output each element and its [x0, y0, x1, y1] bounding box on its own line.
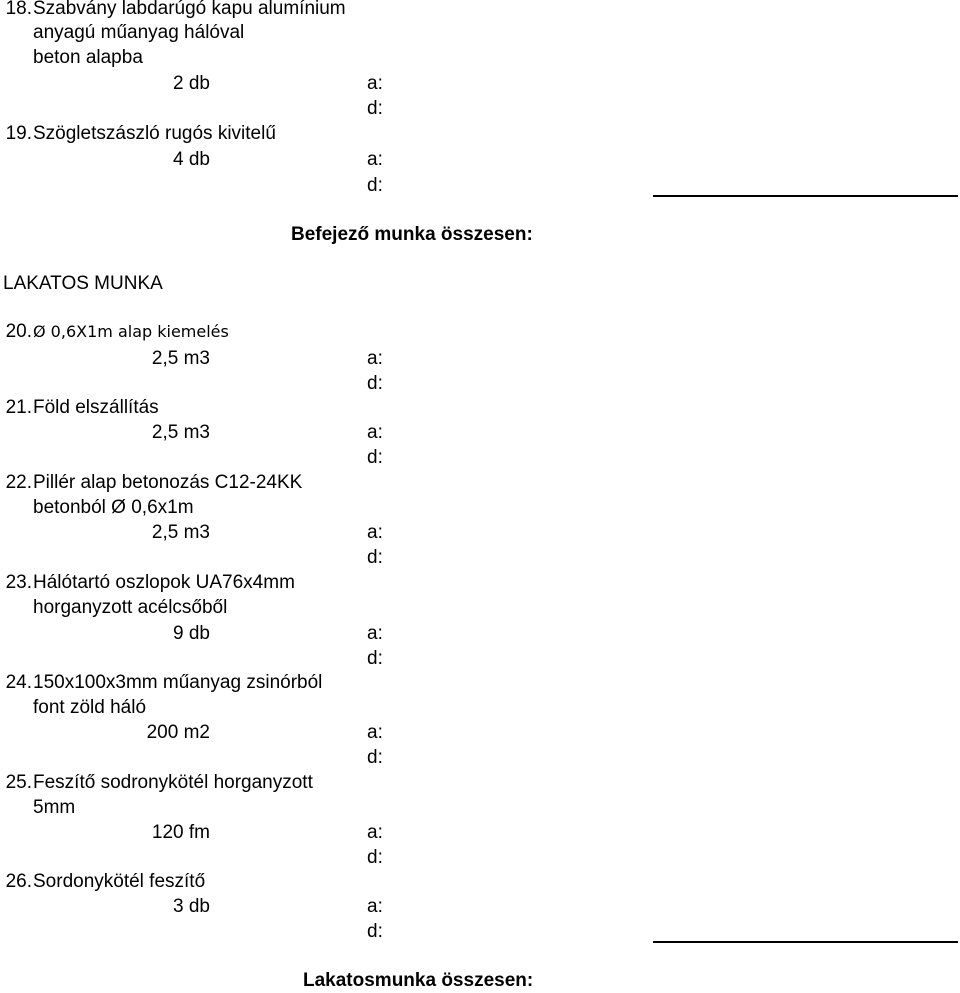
item-description: font zöld háló: [33, 697, 147, 718]
befejezo-total-label: Befejező munka összesen:: [291, 224, 533, 245]
item-description: 150x100x3mm műanyag zsinórból: [33, 672, 323, 693]
label-d: d:: [367, 373, 383, 394]
item-number: 26.: [5, 871, 32, 892]
item-description: 5mm: [33, 797, 76, 818]
item-quantity: 2,5 m3: [151, 422, 210, 443]
label-a: a:: [367, 896, 383, 917]
label-a: a:: [367, 722, 383, 743]
item-number: 19.: [5, 123, 32, 144]
label-a: a:: [367, 522, 383, 543]
item-description: Hálótartó oszlopok UA76x4mm: [33, 572, 295, 593]
label-d: d:: [367, 547, 383, 568]
label-d: d:: [367, 847, 383, 868]
item-quantity: 9 db: [173, 623, 210, 644]
item-number: 18.: [5, 0, 32, 19]
label-a: a:: [367, 149, 383, 170]
item-quantity: 200 m2: [146, 722, 210, 743]
label-a: a:: [367, 348, 383, 369]
item-description: beton alapba: [33, 47, 143, 68]
item-description: Feszítő sodronykötél horganyzott: [33, 772, 313, 793]
item-quantity: 2 db: [173, 73, 210, 94]
item-number: 25.: [5, 772, 32, 793]
item-number: 20.: [5, 321, 32, 342]
item-number: 21.: [5, 397, 32, 418]
item-number: 24.: [5, 672, 32, 693]
label-a: a:: [367, 73, 383, 94]
item-quantity: 120 fm: [151, 822, 210, 843]
item-description: betonból Ø 0,6x1m: [33, 497, 194, 518]
label-d: d:: [367, 98, 383, 119]
item-description: Szögletszászló rugós kivitelű: [33, 123, 276, 144]
label-a: a:: [367, 623, 383, 644]
item-quantity: 2,5 m3: [151, 348, 210, 369]
item-description: Föld elszállítás: [33, 397, 159, 418]
label-d: d:: [367, 747, 383, 768]
item-description: anyagú műanyag hálóval: [33, 22, 245, 43]
total-line: [653, 941, 958, 943]
item-description: Sordonykötél feszítő: [33, 871, 206, 892]
item-description: Pillér alap betonozás C12-24KK: [33, 472, 303, 493]
item-description: Szabvány labdarúgó kapu alumínium: [33, 0, 346, 19]
item-quantity: 3 db: [173, 896, 210, 917]
item-number: 22.: [5, 472, 32, 493]
label-d: d:: [367, 921, 383, 942]
item-quantity: 4 db: [173, 149, 210, 170]
label-d: d:: [367, 175, 383, 196]
item-description: horganyzott acélcsőből: [33, 597, 228, 618]
lakatos-total-label: Lakatosmunka összesen:: [303, 970, 534, 991]
section-title: LAKATOS MUNKA: [3, 273, 163, 294]
label-d: d:: [367, 447, 383, 468]
total-line: [653, 195, 958, 197]
label-a: a:: [367, 822, 383, 843]
item-number: 23.: [5, 572, 32, 593]
item-description: Ø 0,6X1m alap kiemelés: [33, 322, 229, 341]
label-a: a:: [367, 422, 383, 443]
label-d: d:: [367, 648, 383, 669]
item-quantity: 2,5 m3: [151, 522, 210, 543]
